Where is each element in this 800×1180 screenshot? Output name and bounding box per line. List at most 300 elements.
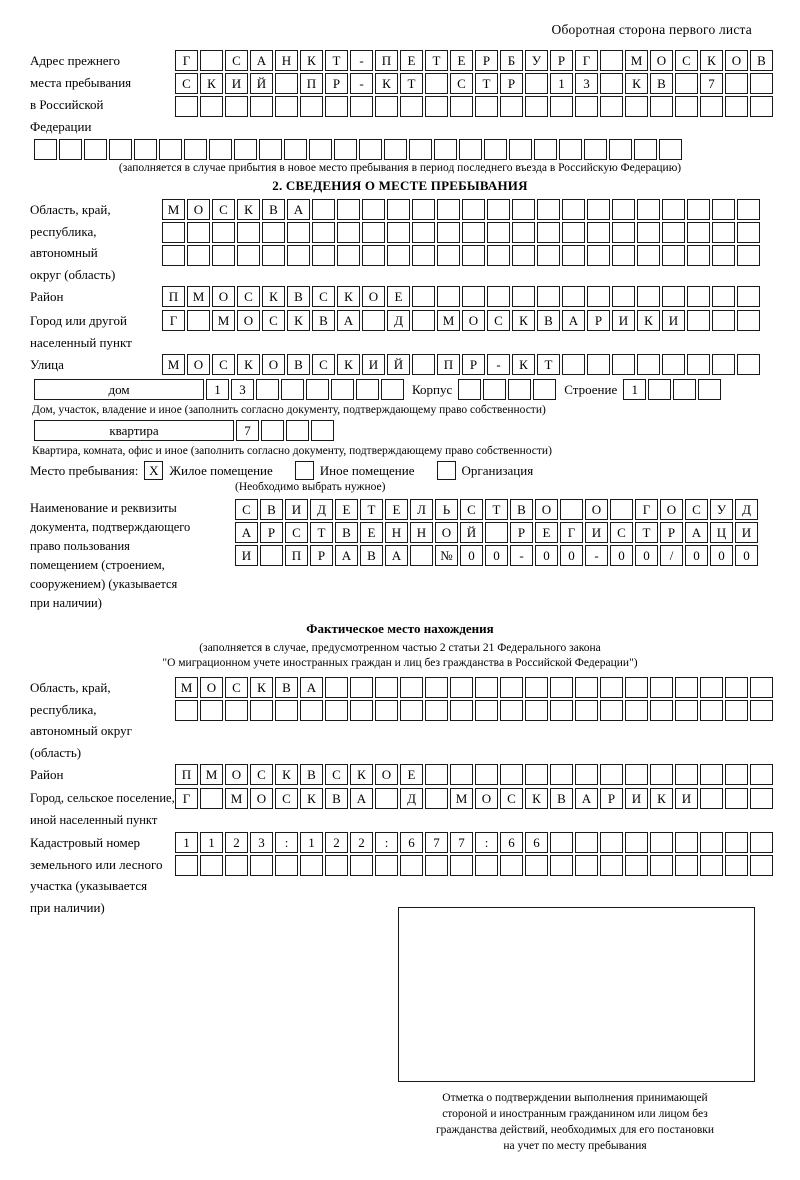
cell[interactable]: 3 — [231, 379, 254, 400]
cell[interactable] — [500, 96, 523, 117]
cell[interactable]: А — [350, 788, 373, 809]
cell[interactable]: Р — [325, 73, 348, 94]
cell[interactable]: А — [685, 522, 708, 543]
cell[interactable] — [281, 379, 304, 400]
cell[interactable]: С — [212, 354, 235, 375]
cell[interactable]: М — [187, 286, 210, 307]
cell[interactable]: В — [300, 764, 323, 785]
cell[interactable]: Г — [635, 499, 658, 520]
cell[interactable] — [725, 832, 748, 853]
cell[interactable]: И — [585, 522, 608, 543]
cell[interactable] — [525, 96, 548, 117]
cell[interactable] — [525, 855, 548, 876]
cell[interactable] — [412, 310, 435, 331]
cell[interactable] — [462, 199, 485, 220]
cell[interactable]: А — [385, 545, 408, 566]
cell[interactable]: № — [435, 545, 458, 566]
cell[interactable]: А — [300, 677, 323, 698]
cell[interactable] — [659, 139, 682, 160]
cell[interactable] — [312, 222, 335, 243]
cell[interactable] — [550, 700, 573, 721]
cell[interactable] — [337, 199, 360, 220]
cell[interactable]: Й — [460, 522, 483, 543]
cell[interactable] — [725, 855, 748, 876]
checkbox-other-premises[interactable] — [295, 461, 314, 480]
cell[interactable]: П — [162, 286, 185, 307]
cell[interactable]: А — [575, 788, 598, 809]
cell[interactable]: В — [262, 199, 285, 220]
cell[interactable]: К — [287, 310, 310, 331]
cell[interactable]: Р — [510, 522, 533, 543]
cell[interactable] — [575, 855, 598, 876]
cell[interactable]: : — [275, 832, 298, 853]
cell[interactable] — [525, 73, 548, 94]
cell[interactable]: Р — [475, 50, 498, 71]
cell[interactable] — [675, 96, 698, 117]
cell[interactable]: Е — [360, 522, 383, 543]
cell[interactable] — [550, 96, 573, 117]
cell[interactable] — [750, 788, 773, 809]
cell[interactable] — [450, 764, 473, 785]
cell[interactable]: Д — [400, 788, 423, 809]
cell[interactable] — [500, 764, 523, 785]
cell[interactable]: С — [610, 522, 633, 543]
cell[interactable]: 7 — [450, 832, 473, 853]
cell[interactable] — [600, 764, 623, 785]
cell[interactable] — [362, 245, 385, 266]
cell[interactable] — [725, 677, 748, 698]
cell[interactable]: В — [287, 354, 310, 375]
cell[interactable]: С — [500, 788, 523, 809]
stamp-area[interactable] — [398, 907, 755, 1082]
cell[interactable] — [375, 788, 398, 809]
cell[interactable] — [600, 832, 623, 853]
cell[interactable] — [712, 354, 735, 375]
cell[interactable] — [587, 245, 610, 266]
cell[interactable]: Т — [310, 522, 333, 543]
cell[interactable] — [475, 764, 498, 785]
cell[interactable]: 6 — [525, 832, 548, 853]
cell[interactable]: С — [450, 73, 473, 94]
cell[interactable]: К — [200, 73, 223, 94]
cell[interactable] — [725, 96, 748, 117]
cell[interactable] — [425, 764, 448, 785]
cell[interactable] — [187, 245, 210, 266]
cell[interactable] — [512, 222, 535, 243]
cell[interactable]: В — [537, 310, 560, 331]
cell[interactable]: У — [710, 499, 733, 520]
cell[interactable]: С — [225, 50, 248, 71]
cell[interactable]: В — [335, 522, 358, 543]
cell[interactable] — [262, 245, 285, 266]
cell[interactable]: К — [512, 354, 535, 375]
cell[interactable] — [687, 310, 710, 331]
cell[interactable] — [359, 139, 382, 160]
cell[interactable] — [687, 199, 710, 220]
cell[interactable]: В — [510, 499, 533, 520]
cell[interactable] — [687, 354, 710, 375]
cell[interactable] — [675, 700, 698, 721]
cell[interactable] — [687, 286, 710, 307]
cell[interactable]: Н — [275, 50, 298, 71]
cell[interactable]: У — [525, 50, 548, 71]
cell[interactable] — [375, 855, 398, 876]
cell[interactable]: Р — [500, 73, 523, 94]
cell[interactable] — [59, 139, 82, 160]
cell[interactable] — [162, 222, 185, 243]
cell[interactable]: П — [300, 73, 323, 94]
cell[interactable] — [637, 245, 660, 266]
cell[interactable] — [712, 222, 735, 243]
cell[interactable]: 1 — [550, 73, 573, 94]
cell[interactable] — [675, 855, 698, 876]
cell[interactable] — [109, 139, 132, 160]
cell[interactable] — [387, 222, 410, 243]
cell[interactable] — [400, 96, 423, 117]
cell[interactable] — [509, 139, 532, 160]
cell[interactable]: С — [237, 286, 260, 307]
cell[interactable] — [175, 700, 198, 721]
checkbox-residential[interactable]: X — [144, 461, 163, 480]
cell[interactable] — [634, 139, 657, 160]
cell[interactable] — [350, 96, 373, 117]
cell[interactable]: М — [437, 310, 460, 331]
cell[interactable] — [275, 96, 298, 117]
cell[interactable]: И — [612, 310, 635, 331]
cell[interactable] — [575, 677, 598, 698]
cell[interactable] — [712, 286, 735, 307]
cell[interactable] — [200, 50, 223, 71]
cell[interactable]: С — [312, 286, 335, 307]
cell[interactable] — [225, 855, 248, 876]
cell[interactable]: А — [235, 522, 258, 543]
cell[interactable] — [600, 700, 623, 721]
cell[interactable] — [475, 855, 498, 876]
cell[interactable] — [700, 832, 723, 853]
cell[interactable] — [675, 73, 698, 94]
cell[interactable]: Г — [162, 310, 185, 331]
cell[interactable]: К — [625, 73, 648, 94]
cell[interactable] — [362, 199, 385, 220]
cell[interactable] — [475, 96, 498, 117]
cell[interactable]: О — [462, 310, 485, 331]
cell[interactable] — [237, 245, 260, 266]
cell[interactable]: Д — [310, 499, 333, 520]
cell[interactable]: А — [287, 199, 310, 220]
cell[interactable] — [475, 677, 498, 698]
cell[interactable]: Е — [535, 522, 558, 543]
cell[interactable] — [259, 139, 282, 160]
cell[interactable] — [425, 677, 448, 698]
cell[interactable]: Р — [462, 354, 485, 375]
cell[interactable] — [662, 286, 685, 307]
cell[interactable] — [750, 677, 773, 698]
cell[interactable]: О — [250, 788, 273, 809]
cell[interactable]: 0 — [610, 545, 633, 566]
cell[interactable] — [612, 245, 635, 266]
cell[interactable]: О — [225, 764, 248, 785]
cell[interactable] — [458, 379, 481, 400]
cell[interactable] — [260, 545, 283, 566]
cell[interactable] — [648, 379, 671, 400]
cell[interactable] — [287, 222, 310, 243]
cell[interactable]: 6 — [500, 832, 523, 853]
cell[interactable]: В — [325, 788, 348, 809]
cell[interactable] — [662, 245, 685, 266]
cell[interactable] — [737, 199, 760, 220]
cell[interactable] — [175, 855, 198, 876]
cell[interactable]: П — [437, 354, 460, 375]
cell[interactable]: Д — [387, 310, 410, 331]
cell[interactable] — [662, 354, 685, 375]
cell[interactable] — [587, 354, 610, 375]
cell[interactable] — [600, 50, 623, 71]
cell[interactable]: М — [212, 310, 235, 331]
cell[interactable] — [534, 139, 557, 160]
cell[interactable] — [750, 96, 773, 117]
cell[interactable] — [512, 199, 535, 220]
cell[interactable] — [612, 286, 635, 307]
cell[interactable]: К — [337, 286, 360, 307]
cell[interactable] — [250, 855, 273, 876]
cell[interactable] — [412, 354, 435, 375]
cell[interactable] — [459, 139, 482, 160]
cell[interactable] — [212, 222, 235, 243]
cell[interactable] — [625, 96, 648, 117]
cell[interactable]: Г — [560, 522, 583, 543]
cell[interactable] — [650, 832, 673, 853]
cell[interactable]: Т — [485, 499, 508, 520]
cell[interactable] — [175, 96, 198, 117]
cell[interactable]: 2 — [350, 832, 373, 853]
cell[interactable] — [750, 855, 773, 876]
cell[interactable]: 3 — [575, 73, 598, 94]
cell[interactable] — [311, 420, 334, 441]
cell[interactable]: А — [562, 310, 585, 331]
cell[interactable] — [737, 354, 760, 375]
cell[interactable] — [562, 354, 585, 375]
cell[interactable] — [425, 855, 448, 876]
cell[interactable]: Т — [360, 499, 383, 520]
cell[interactable]: Т — [635, 522, 658, 543]
cell[interactable]: К — [525, 788, 548, 809]
cell[interactable]: Р — [550, 50, 573, 71]
cell[interactable] — [350, 677, 373, 698]
cell[interactable] — [487, 286, 510, 307]
cell[interactable] — [381, 379, 404, 400]
cell[interactable]: О — [535, 499, 558, 520]
cell[interactable] — [750, 832, 773, 853]
cell[interactable]: О — [237, 310, 260, 331]
cell[interactable]: Б — [500, 50, 523, 71]
cell[interactable]: И — [675, 788, 698, 809]
cell[interactable] — [462, 245, 485, 266]
cell[interactable]: С — [460, 499, 483, 520]
cell[interactable]: С — [212, 199, 235, 220]
cell[interactable]: В — [550, 788, 573, 809]
cell[interactable] — [612, 354, 635, 375]
cell[interactable]: Д — [735, 499, 758, 520]
cell[interactable]: С — [225, 677, 248, 698]
cell[interactable]: Г — [175, 788, 198, 809]
cell[interactable] — [325, 700, 348, 721]
cell[interactable]: 7 — [425, 832, 448, 853]
cell[interactable] — [725, 764, 748, 785]
cell[interactable]: В — [275, 677, 298, 698]
cell[interactable]: И — [362, 354, 385, 375]
cell[interactable] — [662, 222, 685, 243]
cell[interactable] — [625, 855, 648, 876]
cell[interactable] — [331, 379, 354, 400]
cell[interactable] — [625, 677, 648, 698]
cell[interactable]: Р — [660, 522, 683, 543]
cell[interactable]: В — [312, 310, 335, 331]
cell[interactable] — [184, 139, 207, 160]
cell[interactable] — [309, 139, 332, 160]
cell[interactable] — [600, 73, 623, 94]
cell[interactable] — [375, 96, 398, 117]
cell[interactable]: Е — [400, 50, 423, 71]
cell[interactable] — [262, 222, 285, 243]
cell[interactable]: Й — [250, 73, 273, 94]
cell[interactable]: С — [675, 50, 698, 71]
cell[interactable] — [425, 96, 448, 117]
cell[interactable] — [450, 700, 473, 721]
cell[interactable] — [537, 222, 560, 243]
cell[interactable] — [306, 379, 329, 400]
cell[interactable] — [400, 700, 423, 721]
cell[interactable]: 0 — [535, 545, 558, 566]
cell[interactable] — [375, 700, 398, 721]
cell[interactable]: 0 — [735, 545, 758, 566]
cell[interactable] — [550, 677, 573, 698]
cell[interactable] — [409, 139, 432, 160]
cell[interactable] — [275, 700, 298, 721]
cell[interactable] — [225, 700, 248, 721]
cell[interactable] — [450, 96, 473, 117]
cell[interactable] — [712, 199, 735, 220]
cell[interactable]: 1 — [300, 832, 323, 853]
cell[interactable]: К — [300, 788, 323, 809]
cell[interactable]: М — [225, 788, 248, 809]
cell[interactable] — [412, 286, 435, 307]
cell[interactable]: Г — [175, 50, 198, 71]
cell[interactable]: О — [725, 50, 748, 71]
cell[interactable] — [234, 139, 257, 160]
cell[interactable] — [700, 855, 723, 876]
cell[interactable]: К — [262, 286, 285, 307]
cell[interactable]: В — [260, 499, 283, 520]
cell[interactable]: Г — [575, 50, 598, 71]
cell[interactable]: Н — [410, 522, 433, 543]
cell[interactable] — [584, 139, 607, 160]
cell[interactable] — [625, 700, 648, 721]
cell[interactable]: Т — [475, 73, 498, 94]
cell[interactable] — [637, 199, 660, 220]
cell[interactable] — [500, 677, 523, 698]
cell[interactable] — [537, 286, 560, 307]
cell[interactable] — [410, 545, 433, 566]
cell[interactable] — [450, 855, 473, 876]
cell[interactable] — [650, 96, 673, 117]
cell[interactable] — [575, 700, 598, 721]
cell[interactable]: 3 — [250, 832, 273, 853]
cell[interactable] — [356, 379, 379, 400]
cell[interactable]: И — [662, 310, 685, 331]
cell[interactable]: 1 — [200, 832, 223, 853]
cell[interactable]: В — [287, 286, 310, 307]
cell[interactable]: - — [510, 545, 533, 566]
cell[interactable]: О — [475, 788, 498, 809]
cell[interactable]: К — [337, 354, 360, 375]
cell[interactable]: В — [650, 73, 673, 94]
cell[interactable]: К — [250, 677, 273, 698]
cell[interactable] — [500, 855, 523, 876]
cell[interactable] — [300, 700, 323, 721]
cell[interactable] — [512, 286, 535, 307]
cell[interactable]: И — [225, 73, 248, 94]
cell[interactable] — [675, 764, 698, 785]
cell[interactable]: Ц — [710, 522, 733, 543]
cell[interactable]: 2 — [325, 832, 348, 853]
cell[interactable] — [362, 310, 385, 331]
cell[interactable] — [725, 700, 748, 721]
cell[interactable] — [750, 73, 773, 94]
cell[interactable] — [237, 222, 260, 243]
cell[interactable] — [387, 245, 410, 266]
cell[interactable]: 6 — [400, 832, 423, 853]
cell[interactable]: П — [375, 50, 398, 71]
cell[interactable] — [737, 286, 760, 307]
cell[interactable] — [200, 855, 223, 876]
cell[interactable]: С — [685, 499, 708, 520]
cell[interactable]: М — [200, 764, 223, 785]
cell[interactable] — [675, 677, 698, 698]
cell[interactable]: 1 — [623, 379, 646, 400]
cell[interactable] — [700, 677, 723, 698]
cell[interactable] — [537, 199, 560, 220]
cell[interactable] — [487, 222, 510, 243]
cell[interactable] — [662, 199, 685, 220]
cell[interactable] — [487, 245, 510, 266]
cell[interactable]: Т — [537, 354, 560, 375]
cell[interactable]: 0 — [685, 545, 708, 566]
cell[interactable] — [462, 286, 485, 307]
cell[interactable]: С — [275, 788, 298, 809]
cell[interactable]: Т — [400, 73, 423, 94]
cell[interactable] — [325, 855, 348, 876]
cell[interactable] — [325, 96, 348, 117]
cell[interactable]: 2 — [225, 832, 248, 853]
cell[interactable]: В — [360, 545, 383, 566]
cell[interactable]: О — [262, 354, 285, 375]
cell[interactable]: Е — [400, 764, 423, 785]
cell[interactable] — [485, 522, 508, 543]
checkbox-organization[interactable] — [437, 461, 456, 480]
cell[interactable]: : — [375, 832, 398, 853]
cell[interactable]: К — [650, 788, 673, 809]
cell[interactable]: 1 — [206, 379, 229, 400]
cell[interactable] — [687, 245, 710, 266]
cell[interactable]: К — [275, 764, 298, 785]
cell[interactable]: М — [450, 788, 473, 809]
cell[interactable]: А — [250, 50, 273, 71]
cell[interactable] — [275, 73, 298, 94]
cell[interactable] — [209, 139, 232, 160]
cell[interactable] — [412, 245, 435, 266]
cell[interactable] — [637, 354, 660, 375]
cell[interactable] — [533, 379, 556, 400]
